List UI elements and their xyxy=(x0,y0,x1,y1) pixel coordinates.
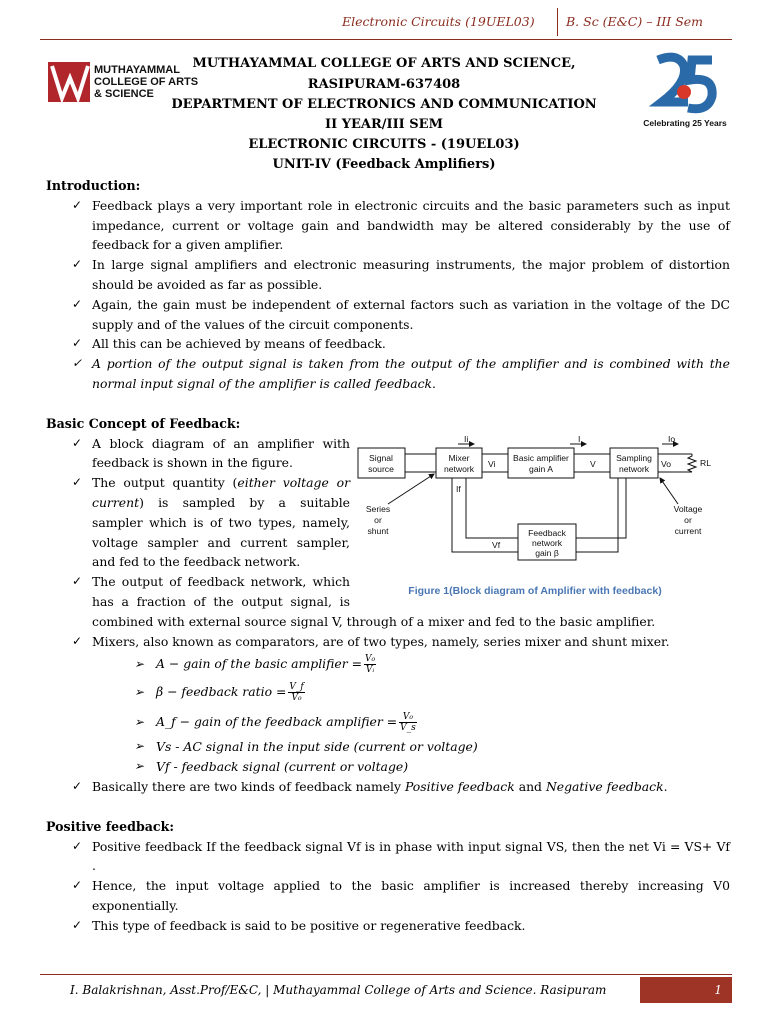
svg-text:Vo: Vo xyxy=(661,458,672,469)
svg-text:current: current xyxy=(674,525,702,536)
basic-item: ✓ A block diagram of an amplifier with feedback is shown in the figure. xyxy=(46,434,730,474)
svg-text:Io: Io xyxy=(668,433,676,444)
intro-list xyxy=(46,196,730,394)
svg-text:or: or xyxy=(374,514,382,525)
positive-item: ✓ Hence, the input voltage applied to the basic amplifier is increased thereby increasing V0 exponentially. xyxy=(46,876,730,916)
def-feedback-ratio: ➢ β − feedback ratio = $\frac{V\_f}{\text{V₀}}$ xyxy=(46,677,730,707)
def-gain: ➢ A − gain of the basic amplifier = $\frac{\text{V₀}}{\text{Vᵢ}}$ xyxy=(46,651,730,677)
basic-item: ✓ Mixers, also known as comparators, are of two types, namely, series mixer and shunt mixer. xyxy=(46,632,730,652)
svg-text:Ii: Ii xyxy=(464,433,469,444)
svg-text:or: or xyxy=(684,514,692,525)
svg-text:Series: Series xyxy=(365,503,391,514)
definitions-list xyxy=(46,651,730,777)
svg-text:network: network xyxy=(618,463,650,474)
svg-text:gain A: gain A xyxy=(529,463,553,474)
header-rule xyxy=(40,39,732,40)
title-line-5: ELECTRONIC CIRCUITS - (19UEL03) xyxy=(248,137,520,152)
svg-text:Vf: Vf xyxy=(492,539,501,550)
document-body xyxy=(46,176,730,936)
footer-text: I. Balakrishnan, Asst.Prof/E&C, | Muthayammal College of Arts and Science. Rasipuram xyxy=(70,983,607,997)
svg-text:Feedback: Feedback xyxy=(528,527,566,538)
intro-item: ✓ In large signal amplifiers and electronic measuring instruments, the major problem of distortion should be avoided as far as possible. xyxy=(46,255,730,295)
title-line-4: II YEAR/III SEM xyxy=(325,117,443,132)
svg-text:Basic amplifier: Basic amplifier xyxy=(513,452,569,463)
intro-item: ✓ All this can be achieved by means of feedback. xyxy=(46,334,730,354)
positive-heading: Positive feedback: xyxy=(46,818,174,834)
intro-item: ✓ Feedback plays a very important role in electronic circuits and the basic parameters such as input impedance, current or voltage gain and bandwidth may be altered considerably by the use of feedback for a given amplifier. xyxy=(46,196,730,255)
svg-text:Voltage: Voltage xyxy=(673,503,703,514)
def-vf: ➢ Vf - feedback signal (current or voltage) xyxy=(46,757,730,777)
header-course: Electronic Circuits (19UEL03) xyxy=(342,14,535,29)
svg-text:RL: RL xyxy=(700,457,711,468)
def-feedback-gain: ➢ A_f − gain of the feedback amplifier = $\frac{\text{V₀}}{V\_s}$ xyxy=(46,707,730,737)
svg-text:If: If xyxy=(456,483,461,494)
title-line-1: MUTHAYAMMAL COLLEGE OF ARTS AND SCIENCE, xyxy=(192,56,576,71)
intro-item-definition: ✓ A portion of the output signal is taken from the output of the amplifier and is combined with the normal input signal of the amplifier is called feedback. xyxy=(46,354,730,394)
title-line-3: DEPARTMENT OF ELECTRONICS AND COMMUNICATION xyxy=(171,97,597,112)
page-number: 1 xyxy=(640,977,732,1003)
svg-text:Vi: Vi xyxy=(488,458,496,469)
svg-text:Signal: Signal xyxy=(369,452,393,463)
title-line-6: UNIT-IV (Feedback Amplifiers) xyxy=(272,157,496,172)
svg-text:gain β: gain β xyxy=(535,547,559,558)
basic-item: ✓ The output of feedback network, which has a fraction of the output signal, is combined with external source signal V, through of a mixer and fed to the basic amplifier. xyxy=(46,572,730,631)
page-footer xyxy=(40,974,732,1004)
page-header xyxy=(0,6,768,36)
svg-text:Mixer: Mixer xyxy=(448,452,470,463)
figure-caption: Figure 1(Block diagram of Amplifier with feedback) xyxy=(408,584,662,597)
positive-item: ✓ Positive feedback If the feedback signal Vf is in phase with input signal VS, then the net Vi = VS+ Vf . xyxy=(46,837,730,877)
basic-heading: Basic Concept of Feedback: xyxy=(46,415,241,431)
intro-item: ✓ Again, the gain must be independent of external factors such as variation in the voltage of the DC supply and of the values of the circuit components. xyxy=(46,295,730,335)
basic-list xyxy=(46,434,730,652)
anniversary-logo xyxy=(643,52,727,146)
svg-text:network: network xyxy=(531,537,563,548)
header-divider xyxy=(557,8,558,36)
svg-text:shunt: shunt xyxy=(367,525,389,536)
logo-line2: COLLEGE OF ARTS xyxy=(94,76,199,88)
logo-line3: & SCIENCE xyxy=(94,88,154,100)
svg-text:Sampling: Sampling xyxy=(616,452,652,463)
svg-text:network: network xyxy=(443,463,475,474)
def-vs: ➢ Vs - AC signal in the input side (current or voltage) xyxy=(46,737,730,757)
svg-text:V: V xyxy=(590,458,596,469)
logo-line1: MUTHAYAMMAL xyxy=(94,64,180,76)
svg-text:source: source xyxy=(368,463,394,474)
anniversary-text: Celebrating 25 Years xyxy=(643,118,727,128)
positive-list xyxy=(46,837,730,936)
positive-item: ✓ This type of feedback is said to be positive or regenerative feedback. xyxy=(46,916,730,936)
basic-item-kinds: ✓ Basically there are two kinds of feedback namely Positive feedback and Negative feedback. xyxy=(46,777,730,797)
svg-text:I: I xyxy=(578,433,581,444)
basic-item: ✓ The output quantity (either voltage or current) is sampled by a suitable sampler which is of two types, namely, voltage sampler and current sampler, and fed to the feedback network. xyxy=(46,473,730,572)
footer-rule xyxy=(40,974,732,975)
header-semester: B. Sc (E&C) – III Sem xyxy=(566,14,704,29)
intro-heading: Introduction: xyxy=(46,178,141,193)
title-line-2: RASIPURAM-637408 xyxy=(307,77,461,92)
